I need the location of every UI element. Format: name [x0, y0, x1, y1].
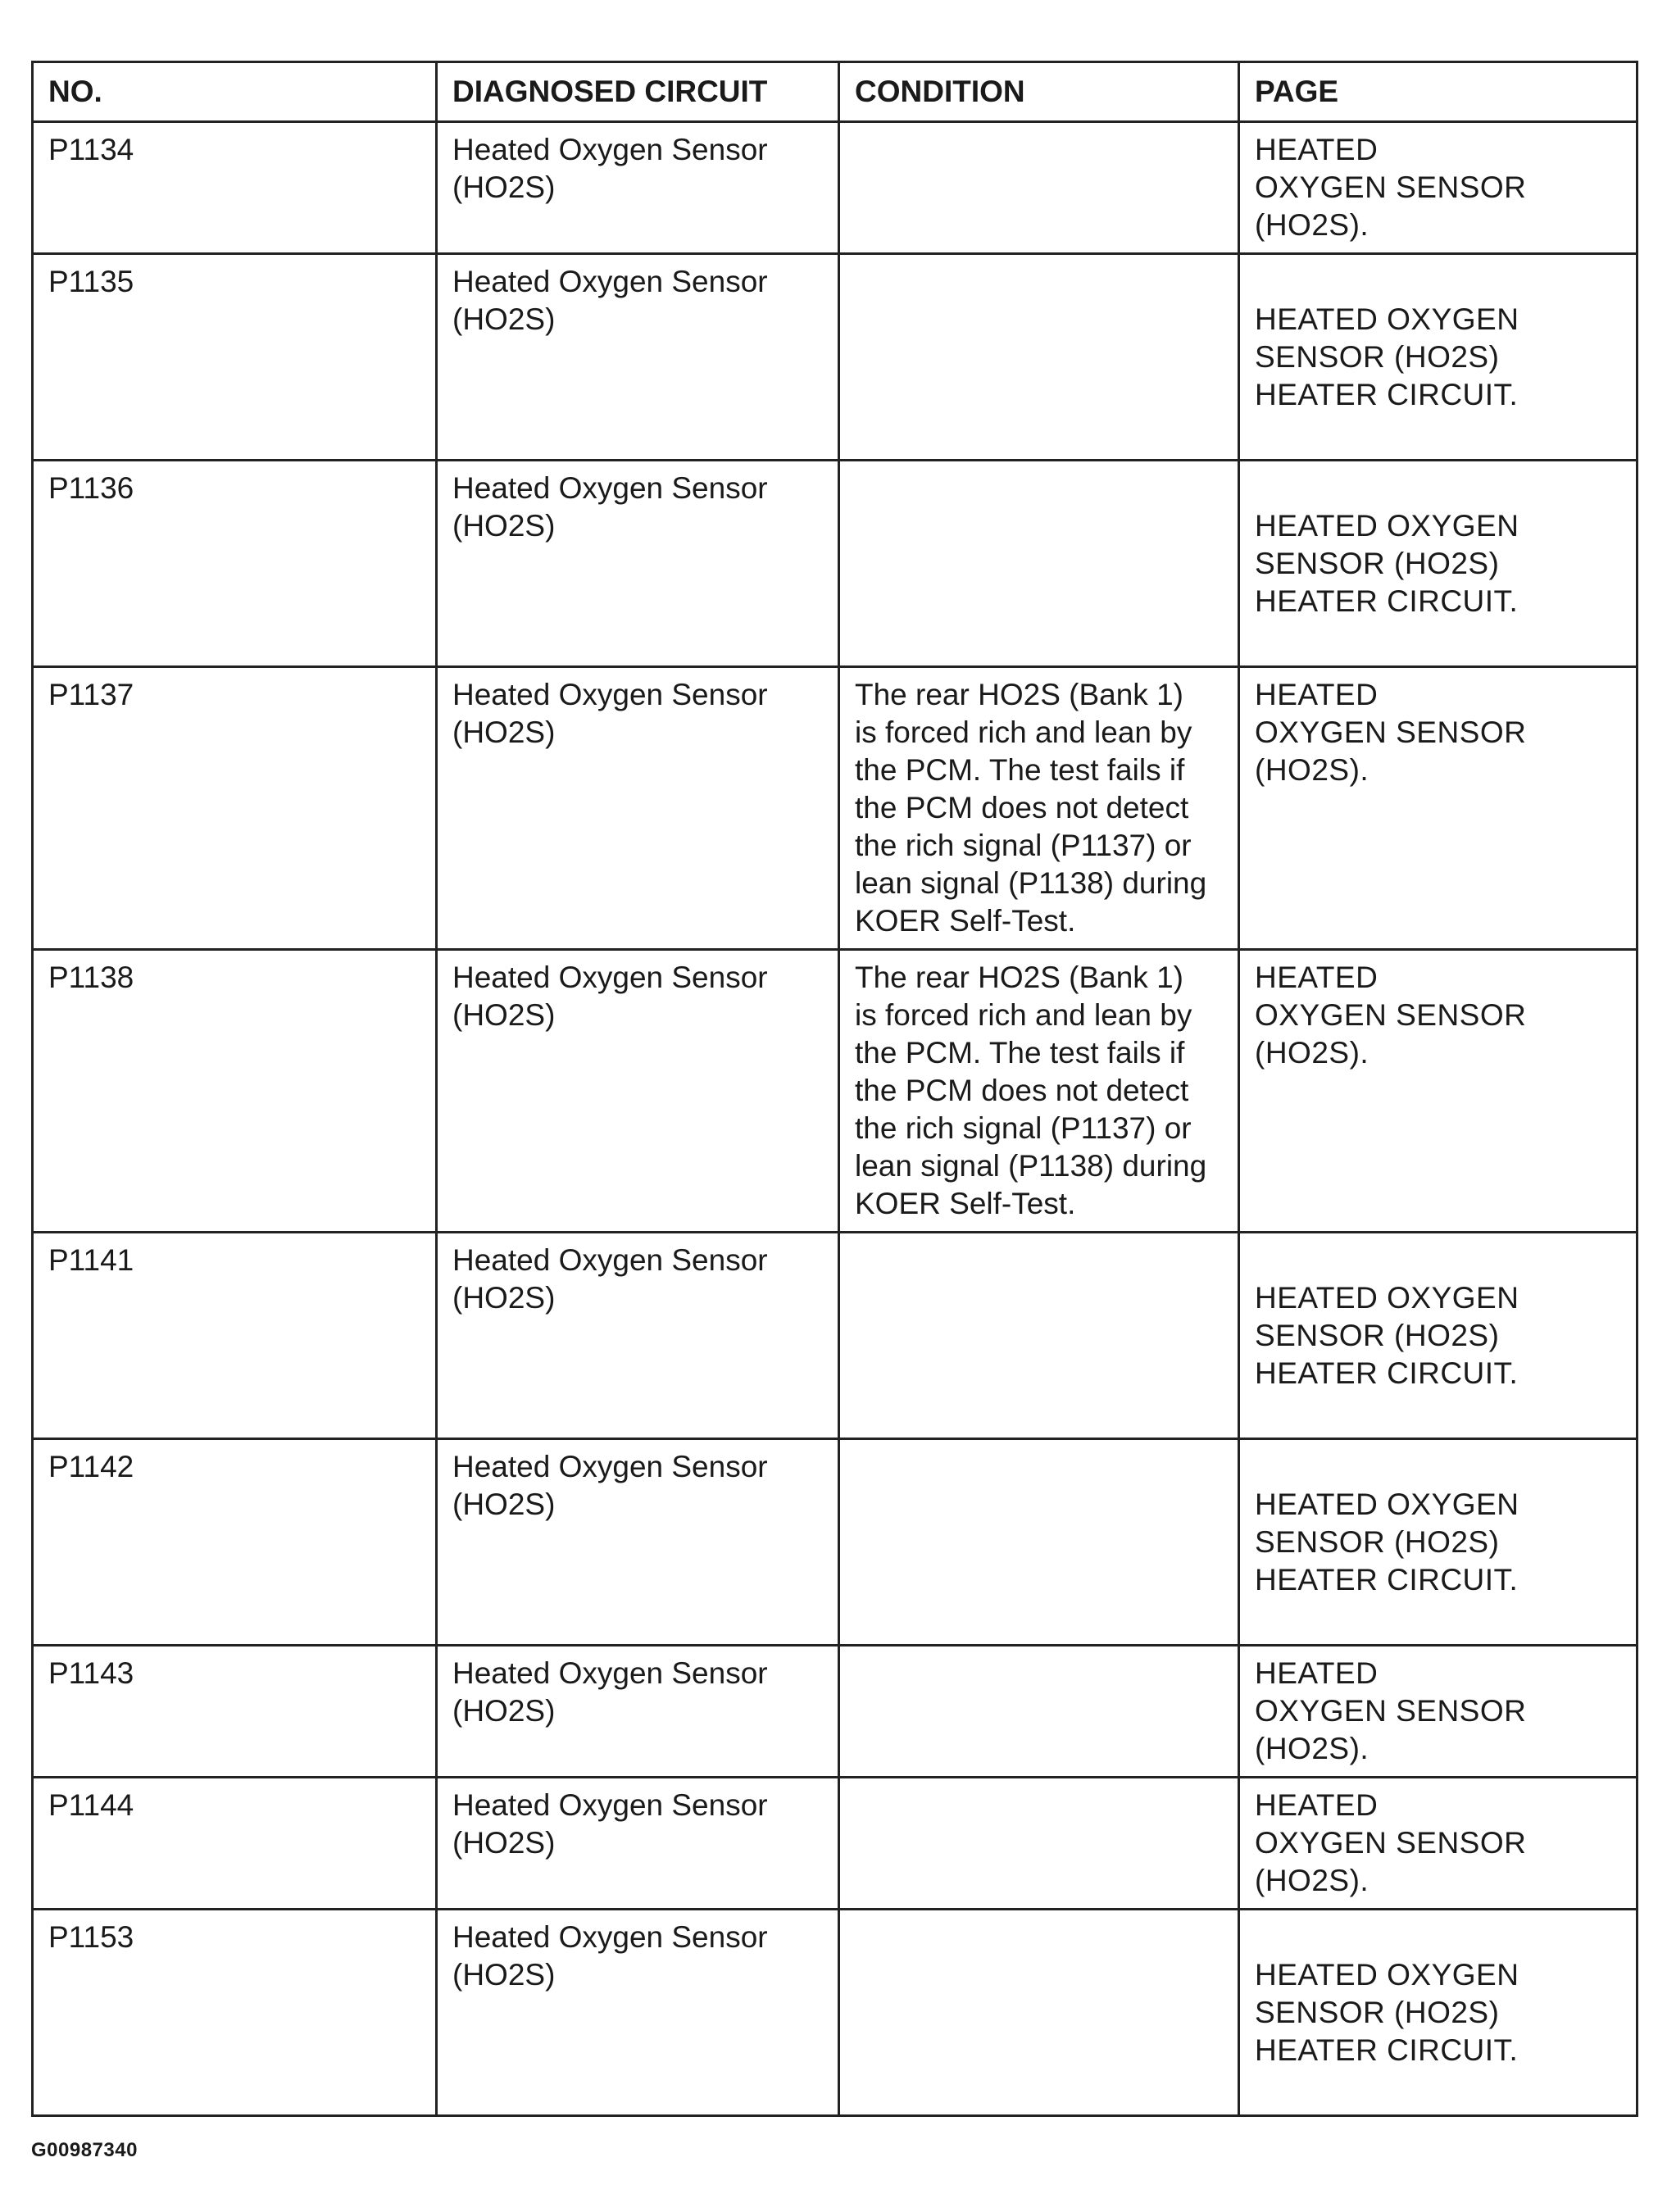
cell-circuit: Heated Oxygen Sensor (HO2S) [437, 1439, 839, 1646]
cell-circuit: Heated Oxygen Sensor (HO2S) [437, 667, 839, 950]
cell-condition: The rear HO2S (Bank 1) is forced rich and lean by the PCM. The test fails if the PCM does not detect the rich signal (P1137) or lean signal (P1138) during KOER Self-Test. [839, 950, 1239, 1233]
cell-no: P1144 [33, 1778, 437, 1910]
cell-circuit: Heated Oxygen Sensor (HO2S) [437, 1910, 839, 2116]
cell-page: HEATED OXYGEN SENSOR (HO2S). [1239, 1778, 1637, 1910]
cell-page: HEATED OXYGEN SENSOR (HO2S). [1239, 667, 1637, 950]
header-no: NO. [33, 62, 437, 122]
cell-circuit: Heated Oxygen Sensor (HO2S) [437, 1646, 839, 1778]
table-row [33, 950, 1637, 1233]
header-condition: CONDITION [839, 62, 1239, 122]
cell-condition [839, 461, 1239, 667]
table-body [33, 122, 1637, 2116]
cell-page: HEATED OXYGEN SENSOR (HO2S). [1239, 950, 1637, 1233]
figure-id: G00987340 [31, 2139, 138, 2161]
cell-no: P1141 [33, 1233, 437, 1439]
table-row [33, 1646, 1637, 1778]
table-row [33, 461, 1637, 667]
cell-no: P1136 [33, 461, 437, 667]
cell-page: HEATED OXYGEN SENSOR (HO2S) HEATER CIRCUIT. [1239, 461, 1637, 667]
header-page: PAGE [1239, 62, 1637, 122]
cell-no: P1134 [33, 122, 437, 254]
cell-no: P1135 [33, 254, 437, 461]
cell-condition [839, 1910, 1239, 2116]
cell-condition [839, 1439, 1239, 1646]
table-row [33, 1910, 1637, 2116]
cell-circuit: Heated Oxygen Sensor (HO2S) [437, 1233, 839, 1439]
dtc-table [31, 61, 1638, 2117]
cell-condition [839, 254, 1239, 461]
cell-no: P1153 [33, 1910, 437, 2116]
cell-page: HEATED OXYGEN SENSOR (HO2S) HEATER CIRCUIT. [1239, 1439, 1637, 1646]
table-row [33, 1439, 1637, 1646]
table-row [33, 254, 1637, 461]
cell-condition [839, 1233, 1239, 1439]
table-row [33, 122, 1637, 254]
cell-no: P1138 [33, 950, 437, 1233]
header-diagnosed-circuit: DIAGNOSED CIRCUIT [437, 62, 839, 122]
cell-condition: The rear HO2S (Bank 1) is forced rich and lean by the PCM. The test fails if the PCM does not detect the rich signal (P1137) or lean signal (P1138) during KOER Self-Test. [839, 667, 1239, 950]
cell-page: HEATED OXYGEN SENSOR (HO2S) HEATER CIRCUIT. [1239, 254, 1637, 461]
cell-condition [839, 122, 1239, 254]
cell-circuit: Heated Oxygen Sensor (HO2S) [437, 950, 839, 1233]
cell-page: HEATED OXYGEN SENSOR (HO2S). [1239, 122, 1637, 254]
cell-no: P1143 [33, 1646, 437, 1778]
cell-circuit: Heated Oxygen Sensor (HO2S) [437, 1778, 839, 1910]
cell-page: HEATED OXYGEN SENSOR (HO2S) HEATER CIRCUIT. [1239, 1233, 1637, 1439]
cell-circuit: Heated Oxygen Sensor (HO2S) [437, 254, 839, 461]
cell-condition [839, 1646, 1239, 1778]
cell-no: P1142 [33, 1439, 437, 1646]
cell-no: P1137 [33, 667, 437, 950]
table-header [33, 62, 1637, 122]
cell-page: HEATED OXYGEN SENSOR (HO2S) HEATER CIRCUIT. [1239, 1910, 1637, 2116]
table-row [33, 1778, 1637, 1910]
table-row [33, 1233, 1637, 1439]
header-row [33, 62, 1637, 122]
table-row [33, 667, 1637, 950]
cell-page: HEATED OXYGEN SENSOR (HO2S). [1239, 1646, 1637, 1778]
cell-circuit: Heated Oxygen Sensor (HO2S) [437, 461, 839, 667]
cell-condition [839, 1778, 1239, 1910]
cell-circuit: Heated Oxygen Sensor (HO2S) [437, 122, 839, 254]
